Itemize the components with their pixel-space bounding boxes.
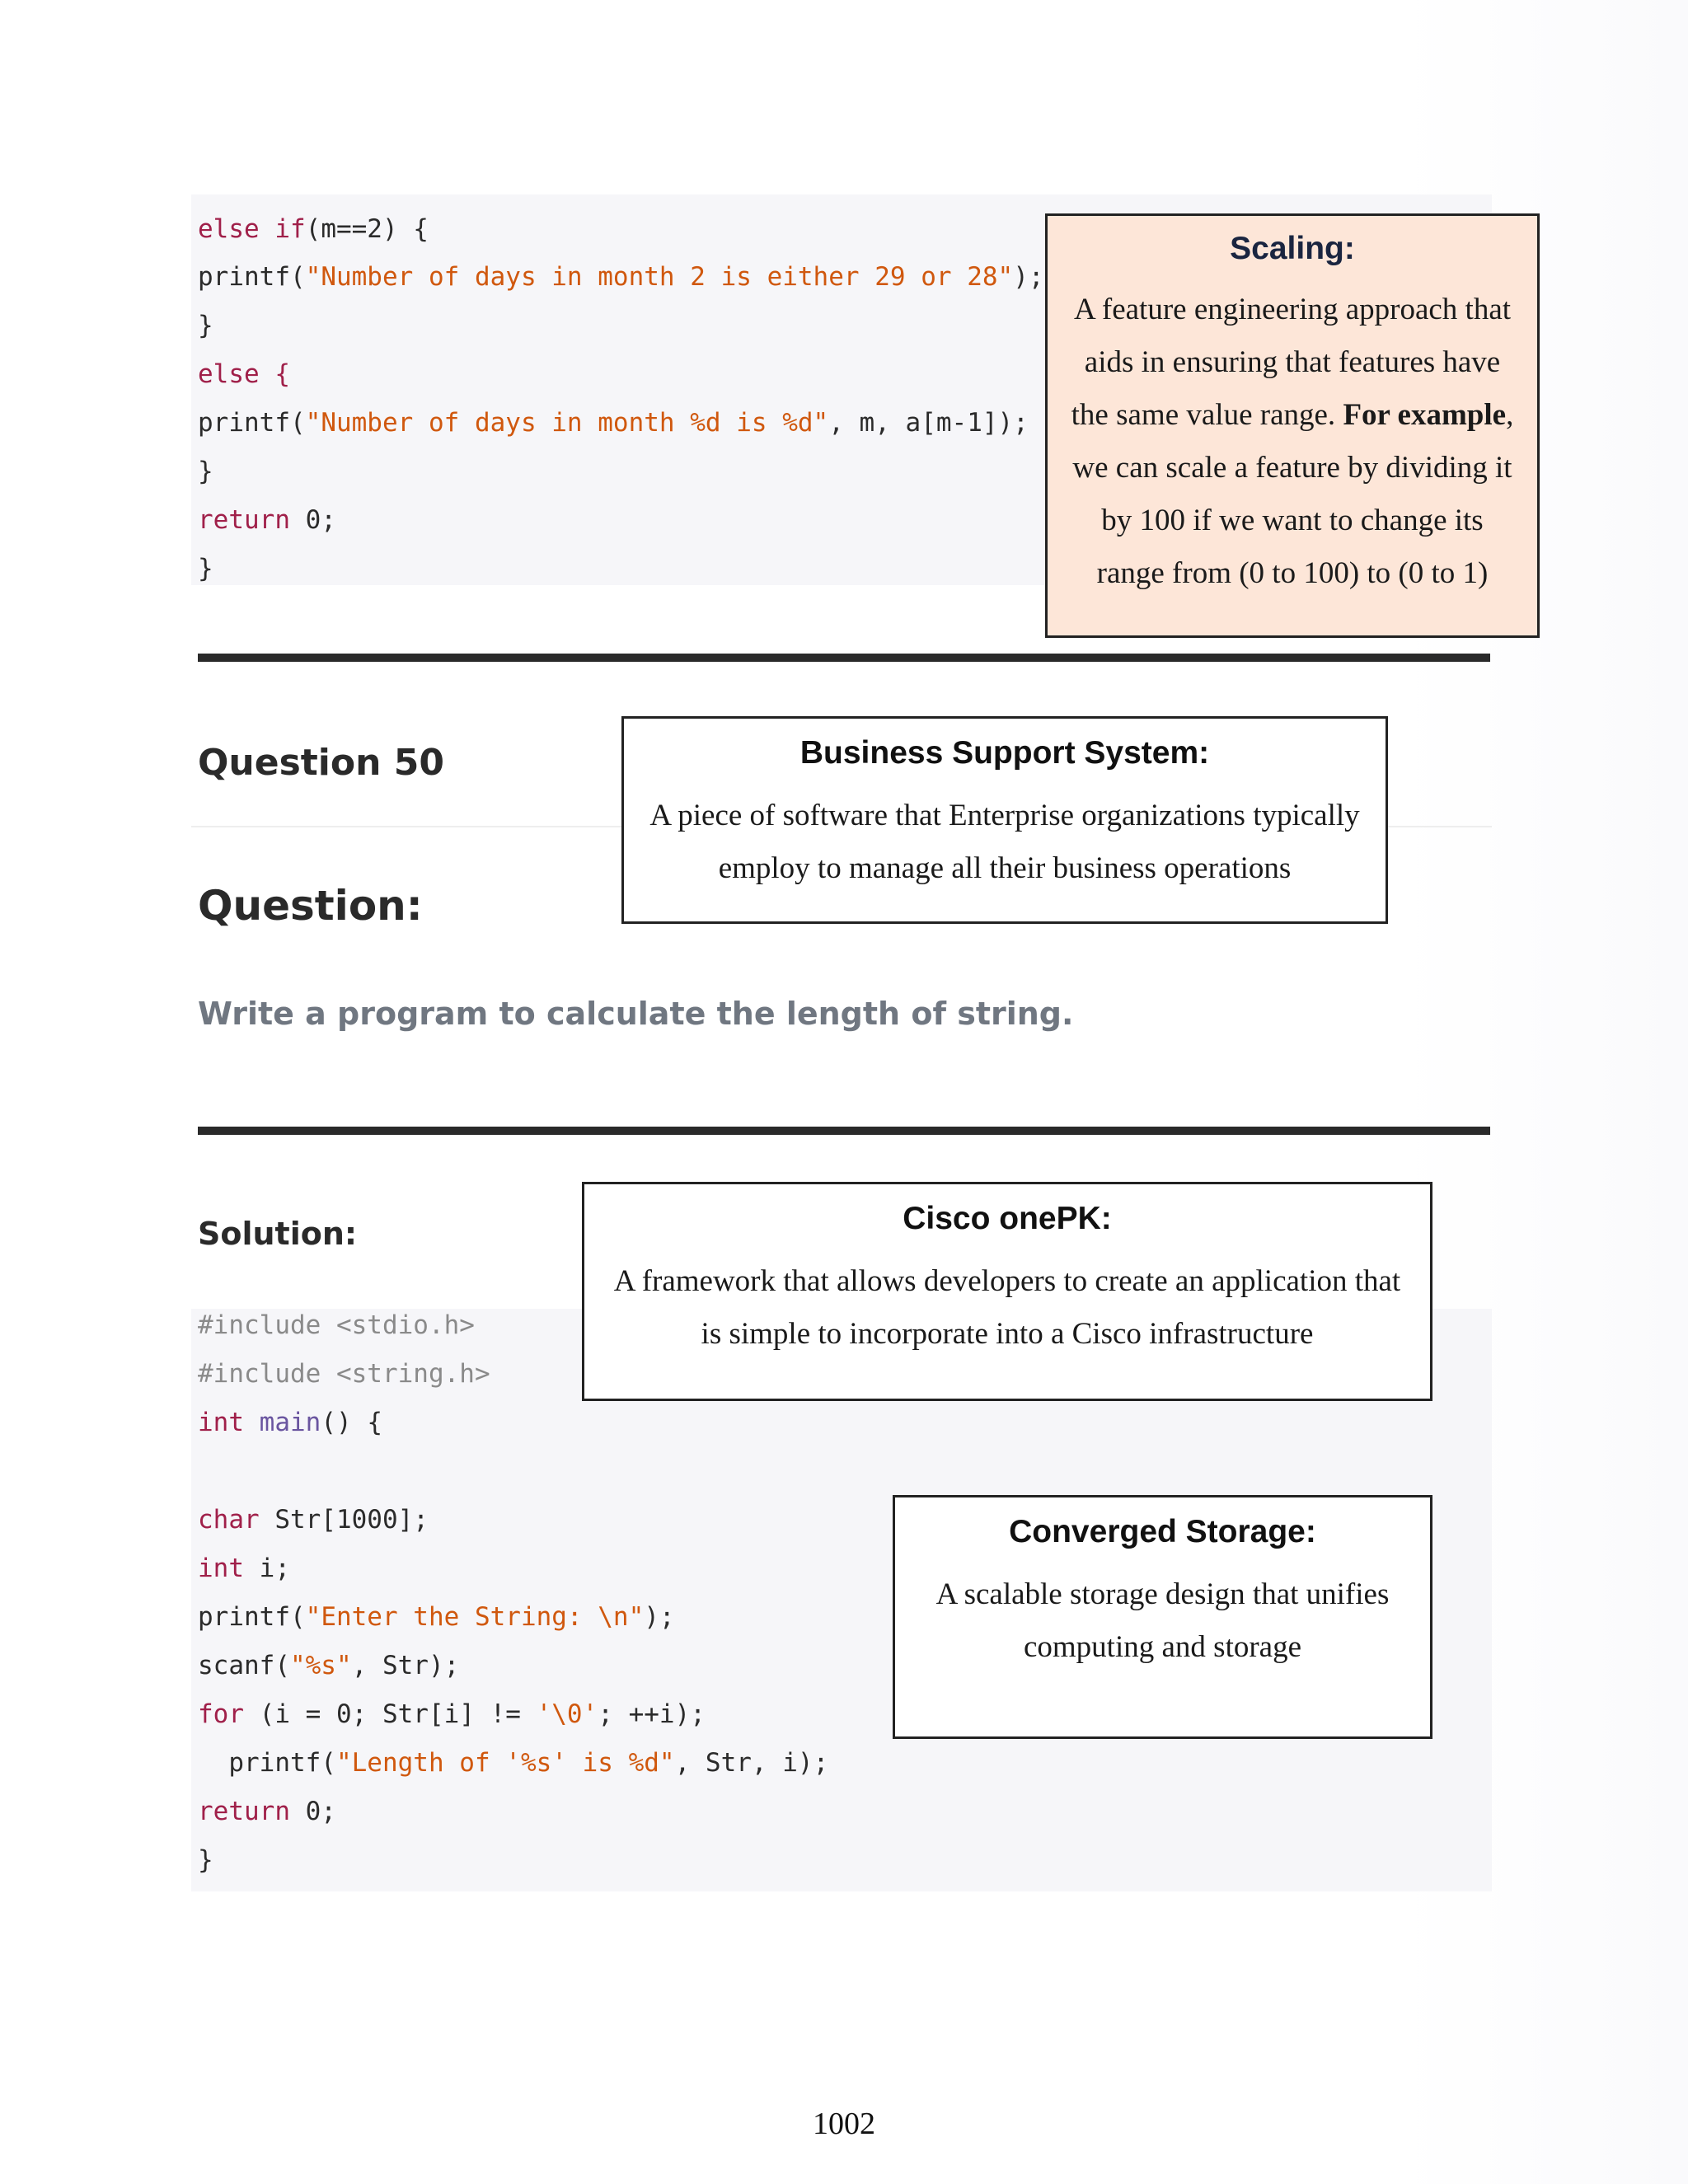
code-line: for (i = 0; Str[i] != '\0'; ++i);: [198, 1699, 706, 1729]
glossary-body: A scalable storage design that unifies computing and storage: [935, 1577, 1390, 1664]
glossary-box-scaling: [1045, 213, 1540, 638]
glossary-title: Scaling:: [1230, 231, 1355, 266]
code-line: #include <stdio.h>: [198, 1310, 475, 1340]
glossary-box-business-support-system: [621, 716, 1388, 924]
glossary-title: Business Support System:: [799, 735, 1210, 771]
code-line: }: [198, 457, 213, 486]
solution-label: Solution:: [198, 1216, 358, 1252]
glossary-body: A feature engineering approach that aids in ensuring that features have the same value range. For example, we can scale a feature by dividing it by 100 if we want to change its range from (0 to 100) to (0 to 1): [1071, 293, 1514, 590]
question-text: Write a program to calculate the length of string.: [198, 996, 1074, 1032]
code-line: else if(m==2) {: [198, 214, 429, 244]
code-line: int main() {: [198, 1408, 382, 1437]
glossary-box-cisco-onepk: [582, 1182, 1432, 1401]
code-line: else {: [198, 359, 290, 389]
section-divider: [198, 654, 1490, 662]
question-number-heading: Question 50: [198, 742, 444, 784]
code-line: int i;: [198, 1554, 290, 1583]
code-line: printf("Number of days in month %d is %d", m, a[m-1]);: [198, 408, 1029, 438]
code-line: }: [198, 554, 213, 583]
code-line: #include <string.h>: [198, 1359, 490, 1389]
glossary-body: A piece of software that Enterprise organizations typically employ to manage all their business operations: [649, 799, 1360, 885]
code-line: char Str[1000];: [198, 1505, 429, 1535]
code-line: }: [198, 311, 213, 340]
glossary-title: Cisco onePK:: [903, 1201, 1112, 1236]
code-line: return 0;: [198, 1797, 336, 1826]
code-line: printf("Number of days in month 2 is either 29 or 28");: [198, 262, 1044, 292]
glossary-box-converged-storage: [893, 1495, 1432, 1739]
code-line: printf("Length of '%s' is %d", Str, i);: [198, 1748, 829, 1778]
section-divider: [198, 1127, 1490, 1135]
question-label: Question:: [198, 882, 423, 930]
code-line: }: [198, 1845, 213, 1875]
code-line: printf("Enter the String: \n");: [198, 1602, 675, 1632]
code-line: return 0;: [198, 505, 336, 535]
page-number: 1002: [813, 2107, 875, 2141]
glossary-body: A framework that allows developers to create an application that is simple to incorporate into a Cisco infrastructure: [613, 1264, 1401, 1351]
code-line: scanf("%s", Str);: [198, 1651, 460, 1680]
glossary-title: Converged Storage:: [1009, 1514, 1316, 1549]
